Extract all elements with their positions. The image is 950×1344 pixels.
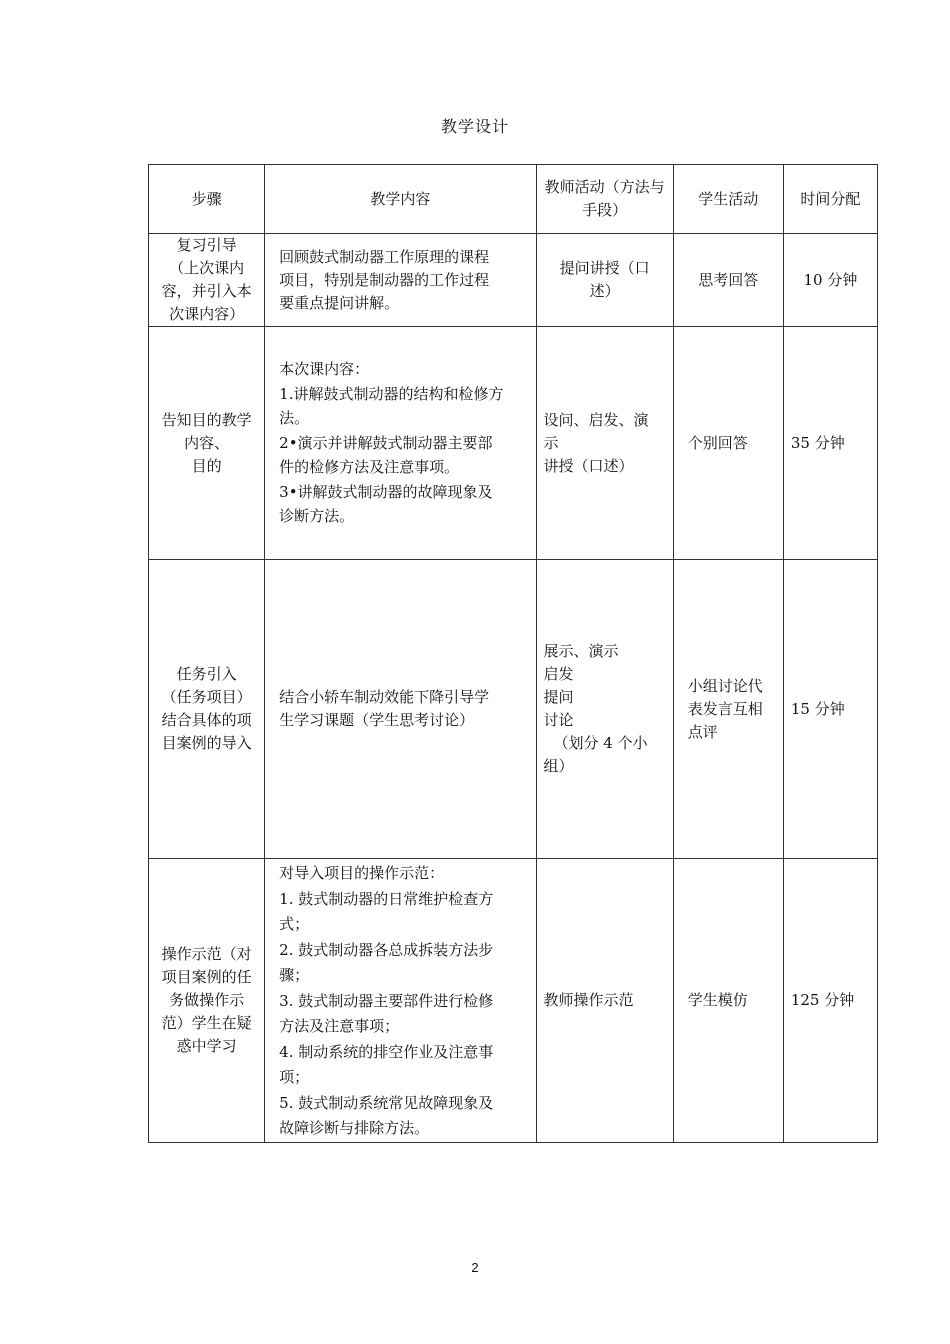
- step-line: （上次课内: [169, 259, 245, 277]
- row3-teacher: [536, 560, 673, 859]
- step-line: 次课内容）: [169, 305, 245, 323]
- teacher-line: 示: [543, 433, 559, 452]
- row2-time: 35 分钟: [783, 327, 877, 560]
- table-row: [149, 859, 878, 1143]
- content-line: 诊断方法。: [279, 507, 355, 526]
- row1-content: [265, 234, 536, 327]
- teacher-line: 启发: [543, 665, 574, 683]
- row4-teacher: 教师操作示范: [536, 859, 673, 1143]
- row4-content: [265, 859, 536, 1143]
- row4-step: [149, 859, 265, 1143]
- content-line: 1. 鼓式制动器的日常维护检查方: [279, 889, 494, 908]
- content-line: 3. 鼓式制动器主要部件进行检修: [279, 991, 494, 1010]
- table-row: [149, 234, 878, 327]
- row1-teacher: [536, 234, 673, 327]
- table-row: [149, 560, 878, 859]
- teacher-line: 提问: [543, 688, 574, 706]
- row3-student: [673, 560, 783, 859]
- step-line: 结合具体的项: [161, 711, 252, 729]
- content-line: 结合小轿车制动效能下降引导学: [279, 688, 490, 706]
- step-line: 范）学生在疑: [161, 1013, 252, 1032]
- content-line: 式；: [279, 915, 310, 933]
- content-line: 件的检修方法及注意事项。: [279, 458, 460, 477]
- student-line: 点评: [687, 722, 718, 741]
- row3-time: 15 分钟: [783, 560, 877, 859]
- page-title: 教学设计: [440, 117, 509, 136]
- content-line: 本次课内容：: [279, 360, 370, 379]
- step-line: 项目案例的任: [161, 967, 252, 986]
- student-line: 小组讨论代: [687, 676, 763, 695]
- teacher-line: （划分 4 个小: [553, 734, 648, 752]
- row1-time: 10 分钟: [783, 234, 877, 327]
- step-line: 目的: [191, 456, 222, 475]
- content-line: 故障诊断与排除方法。: [279, 1119, 430, 1137]
- teacher-line: 讨论: [543, 711, 574, 729]
- content-line: 生学习课题（学生思考讨论）: [279, 711, 475, 729]
- content-line: 项；: [279, 1068, 310, 1086]
- content-line: 2•演示并讲解鼓式制动器主要部: [279, 433, 493, 452]
- step-line: 目案例的导入: [161, 734, 252, 752]
- content-line: 要重点提问讲解。: [279, 293, 400, 312]
- teacher-line: 设问、启发、演: [543, 410, 649, 429]
- content-line: 4. 制动系统的排空作业及注意事: [279, 1042, 494, 1061]
- page-number: 2: [471, 1260, 479, 1275]
- teacher-line: 述）: [589, 282, 620, 300]
- content-line: 回顾鼓式制动器工作原理的课程: [279, 247, 490, 266]
- step-line: 惑中学习: [176, 1036, 237, 1055]
- content-line: 5. 鼓式制动系统常见故障现象及: [279, 1093, 494, 1112]
- row2-step: [149, 327, 265, 560]
- step-line: 任务引入: [176, 665, 237, 683]
- content-line: 1.讲解鼓式制动器的结构和检修方: [279, 384, 504, 403]
- row4-student: 学生模仿: [673, 859, 783, 1143]
- teacher-line: 讲授（口述）: [543, 456, 634, 475]
- content-line: 法。: [279, 409, 310, 428]
- student-line: 表发言互相: [687, 699, 763, 718]
- row1-step: [149, 234, 265, 327]
- row3-step: [149, 560, 265, 859]
- content-line: 方法及注意事项；: [279, 1017, 400, 1035]
- teacher-line: 组）: [543, 757, 574, 775]
- header-teacher-activity: [536, 165, 673, 234]
- teacher-line: 提问讲授（口: [559, 259, 650, 277]
- header-time: 时间分配: [783, 165, 877, 234]
- step-line: 告知目的教学: [161, 410, 252, 429]
- row4-time: 125 分钟: [783, 859, 877, 1143]
- teacher-line: 展示、演示: [543, 642, 619, 660]
- header-teacher-activity-text: 教师活动（方法与手段）: [544, 178, 665, 219]
- content-line: 骤；: [279, 966, 310, 984]
- header-student-activity: 学生活动: [673, 165, 783, 234]
- content-line: 3•讲解鼓式制动器的故障现象及: [279, 482, 493, 501]
- step-line: 内容、: [184, 433, 230, 452]
- step-line: 容，并引入本: [161, 282, 252, 300]
- step-line: 务做操作示: [169, 990, 245, 1009]
- table-header-row: [149, 165, 878, 234]
- content-line: 对导入项目的操作示范：: [279, 864, 445, 882]
- table-row: [149, 327, 878, 560]
- row2-student: 个别回答: [673, 327, 783, 560]
- content-line: 项目，特别是制动器的工作过程: [279, 270, 490, 289]
- header-content: 教学内容: [265, 165, 536, 234]
- row3-content: [265, 560, 536, 859]
- step-line: （任务项目）: [161, 688, 252, 706]
- row2-content: [265, 327, 536, 560]
- header-step: 步骤: [149, 165, 265, 234]
- row2-teacher: [536, 327, 673, 560]
- content-line: 2. 鼓式制动器各总成拆装方法步: [279, 940, 494, 959]
- step-line: 复习引导: [176, 236, 237, 254]
- step-line: 操作示范（对: [161, 944, 252, 963]
- row1-student: 思考回答: [673, 234, 783, 327]
- teaching-design-table: [148, 164, 878, 1143]
